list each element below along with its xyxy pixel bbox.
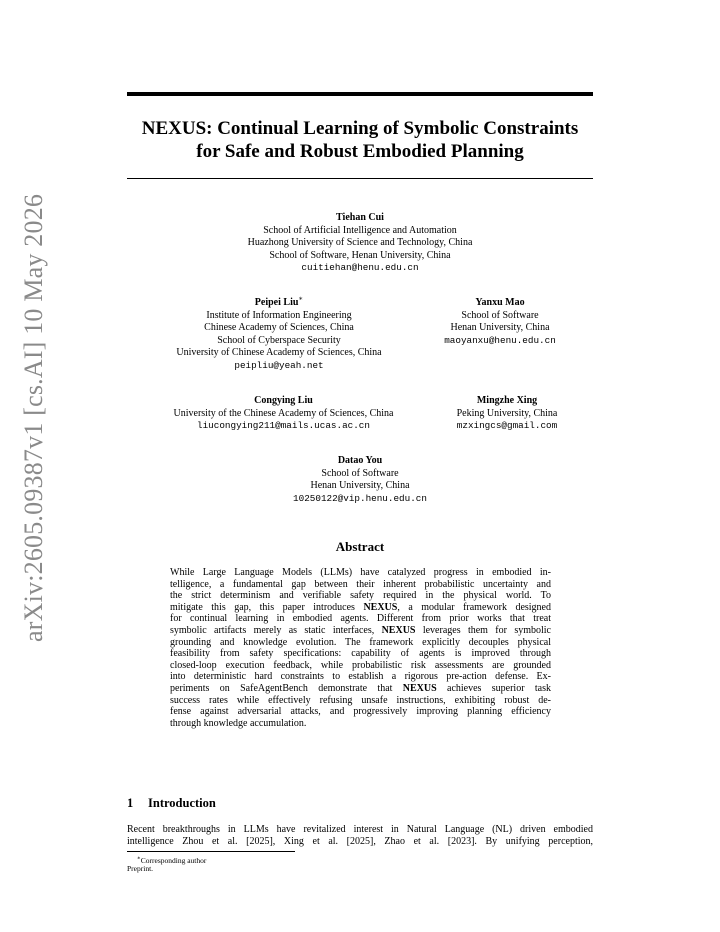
body-line: Recent breakthroughs in LLMs have revitalized interest in Natural Language (NL) driven embodied: [127, 824, 593, 835]
nexus-name: NEXUS: [402, 682, 437, 694]
nexus-name: NEXUS: [363, 601, 398, 613]
abstract-text: symbolic artifacts merely as static interfaces,: [170, 624, 382, 636]
introduction-body: [127, 824, 593, 848]
author-affiliation: School of Software, Henan University, China: [269, 249, 451, 261]
abstract-line: fense against adversarial attacks, and progressively improving planning efficiency: [170, 706, 551, 718]
abstract-text: , a modular framework designed: [397, 601, 551, 613]
author-tiehan-cui: [200, 212, 520, 275]
title-bottom-rule: [127, 178, 593, 179]
section-title: Introduction: [148, 796, 216, 810]
author-affiliation: School of Software: [321, 467, 399, 479]
author-yanxu-mao: [425, 297, 575, 347]
author-email[interactable]: peipliu@yeah.net: [234, 359, 324, 371]
author-datao-you: [260, 455, 460, 505]
author-name: Peipei Liu: [254, 297, 299, 308]
title-top-rule: [127, 92, 593, 96]
author-affiliation: Chinese Academy of Sciences, China: [204, 322, 354, 333]
author-affiliation: Institute of Information Engineering: [206, 309, 352, 321]
author-email[interactable]: liucongying211@mails.ucas.ac.cn: [197, 420, 370, 431]
abstract-line: for continual learning in embodied agents. Different from prior works that treat: [170, 613, 551, 625]
author-email[interactable]: cuitiehan@henu.edu.cn: [301, 262, 419, 273]
author-affiliation: School of Software: [461, 309, 539, 321]
arxiv-identifier-stamp: arXiv:2605.09387v1 [cs.AI] 10 May 2026: [19, 193, 48, 642]
author-name: Mingzhe Xing: [476, 395, 538, 406]
author-affiliation: School of Artificial Intelligence and Automation: [263, 224, 457, 236]
abstract-line: telligence, a fundamental gap between their inherent probabilistic uncertainty and: [170, 578, 551, 590]
author-affiliation: Henan University, China: [310, 480, 410, 491]
abstract-line: While Large Language Models (LLMs) have catalyzed progress in embodied in-: [170, 567, 551, 578]
title-line-1: NEXUS: Continual Learning of Symbolic Constraints: [141, 118, 579, 139]
body-line: intelligence Zhou et al. [2025], Xing et al. [2025], Zhao et al. [2023]. By unifying perception,: [127, 836, 593, 847]
abstract-line: grounding and knowledge evolution. The framework explicitly decouples physical: [170, 636, 551, 648]
paper-title: [120, 117, 600, 163]
author-affiliation: University of Chinese Academy of Sciences, China: [176, 347, 382, 358]
preprint-label: Preprint.: [127, 864, 154, 873]
author-name: Congying Liu: [254, 395, 313, 406]
author-congying-liu: [145, 395, 422, 433]
author-affiliation: Huazhong University of Science and Technology, China: [247, 237, 473, 248]
section-heading-introduction: [127, 796, 216, 811]
author-affiliation: University of the Chinese Academy of Sciences, China: [173, 407, 394, 419]
author-mingzhe-xing: [437, 395, 577, 433]
author-email[interactable]: maoyanxu@henu.edu.cn: [444, 334, 556, 346]
section-number: 1: [127, 796, 134, 810]
footnote-mark: ∗: [137, 855, 141, 862]
author-email[interactable]: 10250122@vip.henu.edu.cn: [293, 492, 427, 504]
author-peipei-liu: [150, 294, 408, 372]
abstract-line: feasibility from safety specifications: capability of agents is improved through: [170, 648, 551, 660]
author-name: Datao You: [337, 455, 383, 466]
abstract-line: closed-loop execution feedback, while probabilistic risk assessments are grounded: [170, 659, 551, 671]
abstract-line: [170, 602, 551, 614]
nexus-name: NEXUS: [381, 624, 416, 636]
abstract-text: mitigate this gap, this paper introduces: [170, 601, 364, 613]
corresponding-author-mark: ∗: [298, 294, 304, 303]
abstract-line: into deterministic hard constraints to establish a rigorous pre-action defense. Ex-: [170, 671, 551, 683]
abstract-heading: Abstract: [335, 539, 385, 554]
author-affiliation: Henan University, China: [450, 322, 550, 333]
author-name-wrap: [150, 294, 408, 310]
abstract-line: the strict determinism and verifiable safety required in the physical world. To: [170, 590, 551, 602]
title-line-2: for Safe and Robust Embodied Planning: [196, 141, 524, 162]
author-name: Yanxu Mao: [475, 297, 525, 308]
abstract-line: [170, 625, 551, 637]
author-name: Tiehan Cui: [336, 212, 384, 223]
abstract-line: success rates while effectively refusing unsafe instructions, exhibiting robust de-: [170, 694, 551, 706]
abstract-line: [170, 683, 551, 695]
author-email[interactable]: mzxingcs@gmail.com: [456, 420, 558, 431]
footnote-rule: [127, 851, 295, 852]
footnote-text: Corresponding author: [140, 856, 207, 865]
abstract-line: through knowledge accumulation.: [170, 717, 307, 729]
author-affiliation: Peking University, China: [456, 407, 558, 419]
author-affiliation: School of Cyberspace Security: [217, 334, 341, 346]
abstract-body: [170, 567, 551, 729]
abstract-text: leverages them for symbolic: [415, 624, 551, 636]
abstract-text: periments on SafeAgentBench demonstrate that: [170, 682, 403, 694]
abstract-text: achieves superior task: [436, 682, 551, 694]
